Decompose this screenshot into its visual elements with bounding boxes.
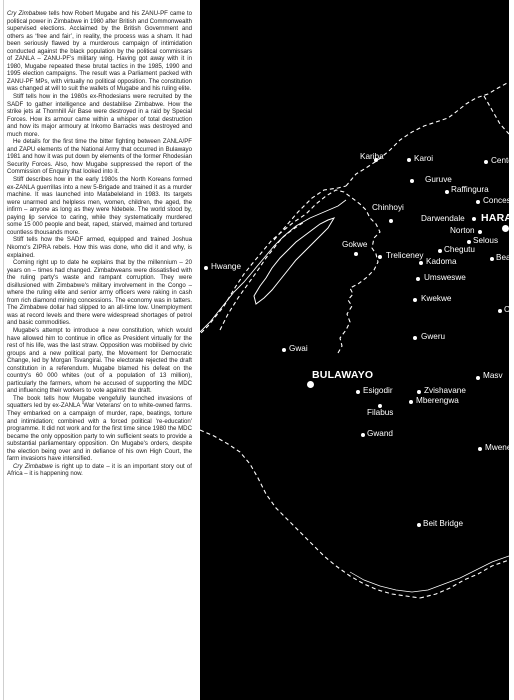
- town-dot-gokwe: [354, 252, 358, 256]
- town-label-gwanda: Gwand: [367, 429, 393, 438]
- town-dot-gwanda: [361, 433, 365, 437]
- blurb-paragraph-9: Cry Zimbabwe is right up to date – it is an important story out of Africa – it is happening now.: [7, 462, 193, 478]
- town-dot-darwendale: [472, 217, 476, 221]
- town-label-bulawayo: BULAWAYO: [312, 369, 374, 381]
- town-label-hwange: Hwange: [211, 262, 242, 271]
- lake-kariba-shore: [220, 222, 304, 330]
- town-dot-selous: [467, 240, 471, 244]
- town-dot-karoi: [407, 158, 411, 162]
- blurb-paragraph-8: The book tells how Mugabe vengefully launched invasions of squatters led by ex-ZANLA 'War Veterans' on to white-owned farms. They embarked on a campaign of murder, rape, beatings, torture and intimidation; combined with a forced political 're-education' programme. It did not work and for the first time since 1980 the MDC became the only opposition party to win sufficient seats to provide a substantial parliamentary opposition. On Mugabe's orders, despite the election being over and in defiance of his own High Court, the farm invasions have intensified.: [7, 394, 192, 463]
- blurb-paragraph-2: Stiff tells how in the 1980s ex-Rhodesians were recruited by the SADF to gather intelligence and destabilise Zimbabwe. How the strike jets at Thornhill Air Base were destroyed in a raid by Special Forces. How its armour came within a whisper of total destruction and how its major armoury at Inkomo Barracks was destroyed and much more.: [7, 93, 192, 138]
- northeast-border: [484, 96, 509, 134]
- book-title: Cry Zimbabwe: [7, 10, 47, 17]
- town-dot-concession: [476, 200, 480, 204]
- town-dot-tretsaney: [378, 255, 382, 259]
- town-label-centenary: Cente: [491, 156, 513, 165]
- town-label-mwenezi: Mwene: [485, 443, 512, 452]
- town-label-guruve: Guruve: [425, 175, 452, 184]
- town-dot-chinhoyi: [389, 219, 393, 223]
- blurb-paragraph-3: He details for the first time the bitter fighting between ZANLA/PF and ZAPU elements of the National Army that occurred in Bulawayo 1981 and how it was put down by elements of the former Rhodesian Security Forces. Also, how Mugabe suppressed the report of the Commission of Enquiry that looked into it.: [7, 138, 192, 176]
- blurb-paragraph-1: Cry Zimbabwe tells how Robert Mugabe and his ZANU-PF came to political power in Zimbabwe in 1980 after British and Commonwealth supervised elections. Acclaimed by the British Government and others as ‘free and fair’, in reality, the process was a sham. It had been seriously flawed by a murderous campaign of intimidation conducted against the black population by the political commissars of ZANLA – ZANU-PF's military wing. Having got away with it in 1980, Mugabe repeated these brutal tactics in the 1985, 1990 and 1995 election campaigns. The result was a Parliament packed with ZANU-PF MPs, with virtually no political opposition. The constitution was changed at will to suit the wallets of Mugabe and his ruling elite.: [7, 10, 192, 93]
- town-dot-zvishavane: [417, 390, 421, 394]
- town-dot-chegutu: [438, 249, 442, 253]
- town-dot-mwenezi: [478, 447, 482, 451]
- town-label-kadoma: Kadoma: [426, 257, 457, 266]
- page-edge-shadow: [3, 0, 4, 700]
- western-border: [200, 430, 420, 598]
- town-dot-centenary: [484, 160, 488, 164]
- zimbabwe-map: [200, 0, 514, 700]
- town-label-beatrice: Bea: [496, 253, 511, 262]
- town-label-karoi: Karoi: [414, 154, 434, 163]
- town-dot-masvingo: [476, 376, 480, 380]
- town-dot-chivhu: [498, 309, 502, 313]
- town-label-raffingura: Raffingura: [451, 185, 489, 194]
- town-dot-norton: [478, 230, 482, 234]
- town-label-chivhu: Ch: [504, 305, 514, 314]
- town-label-gokwe: Gokwe: [342, 240, 368, 249]
- town-label-masvingo: Masv: [483, 371, 503, 380]
- town-label-gweru: Gweru: [421, 332, 446, 341]
- town-label-tretsaney: Treliceney: [386, 251, 424, 260]
- town-label-zvishavane: Zvishavane: [424, 386, 466, 395]
- town-label-selous: Selous: [473, 236, 499, 245]
- town-dot-gwai: [282, 348, 286, 352]
- town-dot-kwekwe: [413, 298, 417, 302]
- map-linework: [200, 0, 512, 700]
- northern-border: [200, 190, 380, 353]
- lake-kariba: [254, 218, 334, 304]
- southern-border: [420, 560, 509, 598]
- town-dot-kadoma: [419, 261, 423, 265]
- blurb-text: [7, 10, 192, 478]
- town-label-kwekwe: Kwekwe: [421, 294, 452, 303]
- town-label-filabusi: Filabus: [367, 408, 394, 417]
- town-dot-guruve: [410, 179, 414, 183]
- blurb-paragraph-5: Stiff tells how the SADF armed, equipped and trained Joshua Nkomo's ZIPRA rebels. How this was done, who did it and why, is explained.: [7, 236, 192, 259]
- town-dot-harare: [502, 225, 509, 232]
- town-label-umsweswe: Umsweswe: [424, 273, 466, 282]
- limpopo-river: [350, 556, 509, 592]
- book-blurb-page: [0, 0, 200, 700]
- town-label-norton: Norton: [450, 226, 475, 235]
- town-label-kariba: Kariba: [360, 152, 384, 161]
- blurb-paragraph-6: Coming right up to date he explains that by the millennium – 20 years on – times had changed. Zimbabweans were dissatisfied with the ruling party's waste and rampant corruption. They were disillusioned with Zimbabwe's military involvement in the Congo – where the ruling elite and senior army officers were raking in cash from rich diamond mining concessions. The economy was in tatters. The Zimbabwe dollar had slipped to an all-time low. Unemployment was at record levels and there were widespread shortages of petrol and basic commodities.: [7, 259, 192, 327]
- town-dot-raffingura: [445, 190, 449, 194]
- town-dot-gweru: [413, 336, 417, 340]
- town-label-mberengwa: Mberengwa: [416, 396, 459, 405]
- town-label-darwendale: Darwendale: [421, 214, 465, 223]
- town-label-concession: Conces: [483, 196, 511, 205]
- town-dot-beitbridge: [417, 523, 421, 527]
- town-dot-esigodini: [356, 390, 360, 394]
- town-label-esigodini: Esigodir: [363, 386, 393, 395]
- town-label-harare: HARA: [481, 212, 513, 224]
- blurb-paragraph-4: Stiff describes how in the early 1980s the North Koreans formed ex-ZANLA guerrillas into a new 5-Brigade and trained it as a murder machine. It was launched into Matabeleland in 1983. Its targets were unarmed and helpless men, women, children, the aged, the infirm – anyone as long as they were Ndebele. The world stood by, paying lip service to caring, while they systematically murdered some 15 000 people and beat, raped, starved, maimed and tortured countless thousands more.: [7, 176, 192, 236]
- town-label-beitbridge: Beit Bridge: [423, 519, 464, 528]
- blurb-paragraph-7: Mugabe's attempt to introduce a new constitution, which would have allowed him to continue in office as President virtually for the rest of his life, was the last straw. Opposition was mobilised by civic groups and a new political party, the Movement for Democratic Change, led by Morgan Tsvangirai. The electorate rejected the draft constitution in a referendum. Mugabe blamed his defeat on the country's 60 000 whites (out of a population of 13 million), particularly the farmers, whom he accused of supporting the MDC and influencing their workers to vote against the draft.: [7, 326, 192, 395]
- town-dot-bulawayo: [307, 381, 314, 388]
- town-label-chegutu: Chegutu: [444, 245, 475, 254]
- book-title-repeat: Cry Zimbabwe: [13, 462, 53, 470]
- town-label-chinhoyi: Chinhoyi: [372, 203, 404, 212]
- town-dot-umsweswe: [416, 277, 420, 281]
- town-dot-beatrice: [490, 257, 494, 261]
- town-dot-mberengwa: [409, 400, 413, 404]
- town-dot-hwange: [204, 266, 208, 270]
- town-label-gwai: Gwai: [289, 344, 308, 353]
